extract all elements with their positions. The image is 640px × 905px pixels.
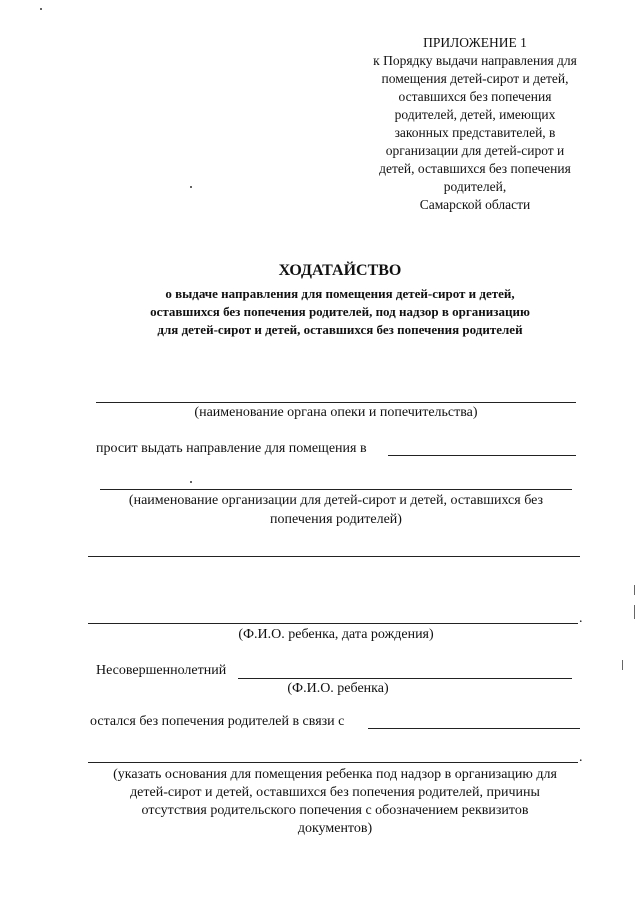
guardianship-authority-field[interactable] bbox=[96, 402, 576, 403]
appendix-line: оставшихся без попечения bbox=[398, 89, 552, 104]
appendix-line: родителей, bbox=[443, 179, 507, 194]
document-title: ХОДАТАЙСТВО bbox=[278, 262, 402, 279]
organization-caption-line: (наименование организации для детей-сирот и детей, оставшихся без bbox=[128, 493, 544, 508]
subtitle-line: оставшихся без попечения родителей, под надзор в организацию bbox=[150, 304, 530, 319]
guardianship-caption: (наименование органа опеки и попечительства) bbox=[194, 405, 478, 420]
appendix-line: помещения детей-сирот и детей, bbox=[381, 71, 569, 86]
scan-speck bbox=[190, 186, 192, 188]
grounds-caption-line: детей-сирот и детей, оставшихся без попечения родителей, причины bbox=[130, 785, 540, 800]
minor-name-field[interactable] bbox=[238, 678, 572, 679]
grounds-field[interactable] bbox=[88, 762, 578, 763]
document-subtitle bbox=[60, 285, 620, 339]
child-caption: (Ф.И.О. ребенка, дата рождения) bbox=[238, 627, 434, 642]
scan-speck bbox=[40, 8, 42, 10]
reason-field[interactable] bbox=[368, 728, 580, 729]
request-text: просит выдать направление для помещения в bbox=[96, 441, 367, 456]
scan-speck bbox=[634, 585, 635, 595]
left-without-care-text: остался без попечения родителей в связи с bbox=[90, 714, 345, 729]
appendix-line: детей, оставшихся без попечения bbox=[379, 161, 571, 176]
organization-name-field[interactable] bbox=[100, 489, 572, 490]
grounds-caption-line: документов) bbox=[297, 821, 373, 836]
appendix-line: ПРИЛОЖЕНИЕ 1 bbox=[423, 35, 527, 50]
appendix-line: организации для детей-сирот и bbox=[385, 143, 565, 158]
additional-info-field[interactable] bbox=[88, 556, 580, 557]
appendix-line: к Порядку выдачи направления для bbox=[373, 53, 577, 68]
appendix-line: законных представителей, в bbox=[394, 125, 556, 140]
placement-target-field[interactable] bbox=[388, 455, 576, 456]
period-mark: . bbox=[579, 611, 583, 626]
scan-speck bbox=[190, 481, 192, 483]
grounds-caption-line: отсутствия родительского попечения с обозначением реквизитов bbox=[141, 803, 529, 818]
scan-speck bbox=[622, 660, 623, 670]
grounds-caption-line: (указать основания для помещения ребенка под надзор в организацию для bbox=[113, 767, 557, 782]
minor-label: Несовершеннолетний bbox=[96, 663, 227, 678]
appendix-line: родителей, детей, имеющих bbox=[394, 107, 556, 122]
period-mark: . bbox=[579, 750, 583, 765]
scan-speck bbox=[634, 605, 635, 619]
child-name-dob-field[interactable] bbox=[88, 623, 578, 624]
subtitle-line: о выдаче направления для помещения детей-сирот и детей, bbox=[165, 286, 515, 301]
appendix-line: Самарской области bbox=[419, 197, 531, 212]
appendix-header bbox=[340, 34, 610, 214]
minor-caption: (Ф.И.О. ребенка) bbox=[287, 681, 389, 696]
subtitle-line: для детей-сирот и детей, оставшихся без попечения родителей bbox=[157, 322, 523, 337]
organization-caption-line: попечения родителей) bbox=[270, 512, 402, 527]
